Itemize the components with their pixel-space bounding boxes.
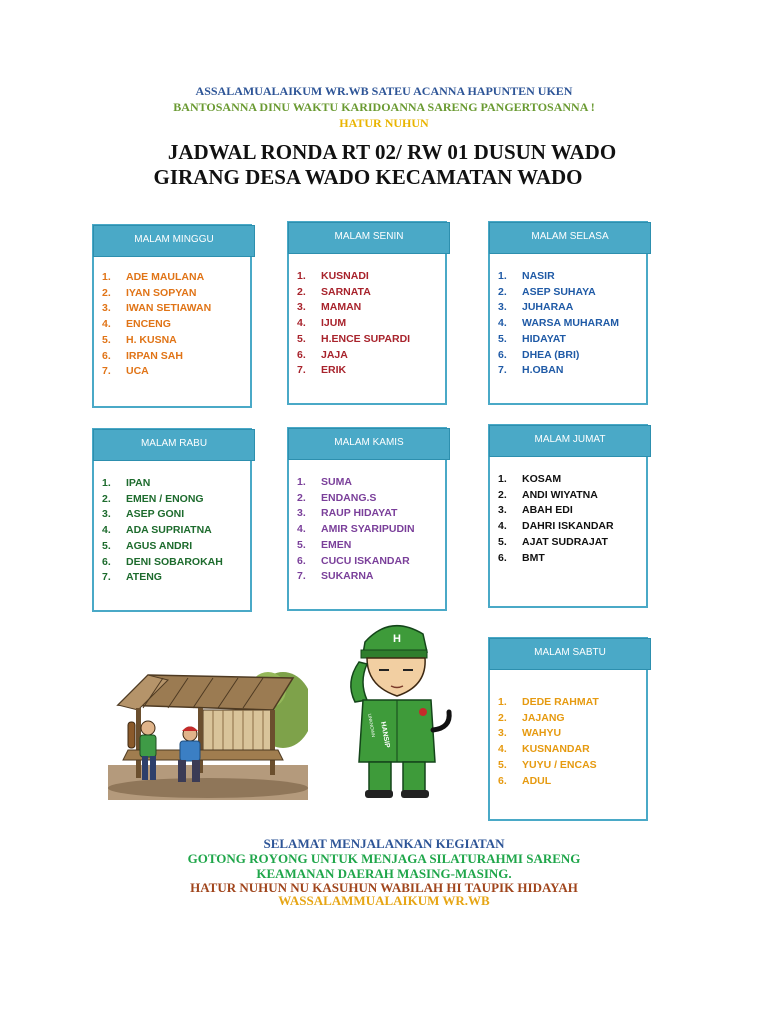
- guard-post-illustration: [108, 670, 308, 800]
- list-item: 3. ABAH EDI: [498, 504, 573, 517]
- list-item: 5. H. KUSNA: [102, 333, 177, 346]
- list-item: 7. ERIK: [297, 364, 347, 377]
- list-item: 6. CUCU ISKANDAR: [297, 554, 410, 567]
- list-item: 7. SUKARNA: [297, 570, 374, 583]
- schedule-card-minggu: [92, 224, 252, 408]
- member-list: [498, 269, 619, 379]
- card-header: MALAM SABTU: [489, 638, 651, 670]
- list-item: 4. WARSA MUHARAM: [498, 317, 620, 330]
- list-item: 1. KOSAM: [498, 473, 562, 485]
- list-item: 2. EMEN / ENONG: [102, 492, 204, 505]
- list-item: 6. DENI SOBAROKAH: [102, 555, 223, 568]
- list-item: 4. IJUM: [297, 317, 347, 330]
- footer-line-1: SELAMAT MENJALANKAN KEGIATAN: [263, 836, 505, 851]
- list-item: 6. ADUL: [498, 774, 552, 787]
- schedule-card-senin: [287, 221, 447, 405]
- footer-line-3: KEAMANAN DAERAH MASING-MASING.: [256, 866, 512, 881]
- cap-letter: H: [393, 633, 401, 645]
- list-item: 5. AJAT SUDRAJAT: [498, 535, 608, 548]
- hansip-guard-illustration: [335, 612, 460, 800]
- card-header: MALAM SELASA: [489, 222, 651, 254]
- card-header: MALAM MINGGU: [93, 225, 255, 257]
- list-item: 3. IWAN SETIAWAN: [102, 302, 212, 315]
- list-item: 1. ADE MAULANA: [102, 271, 205, 283]
- member-list: [102, 270, 211, 380]
- card-header: MALAM JUMAT: [489, 425, 651, 457]
- list-item: 4. DAHRI ISKANDAR: [498, 520, 614, 533]
- list-item: 1. SUMA: [297, 476, 352, 488]
- list-item: 7. UCA: [102, 365, 149, 378]
- list-item: 2. ENDANG.S: [297, 491, 377, 504]
- list-item: 4. ADA SUPRIATNA: [102, 524, 212, 537]
- greeting-line-3: HATUR NUHUN: [339, 116, 429, 130]
- list-item: 1. DEDE RAHMAT: [498, 696, 599, 708]
- list-item: 2. JAJANG: [498, 711, 565, 724]
- list-item: 6. IRPAN SAH: [102, 349, 183, 362]
- member-list: [498, 472, 614, 566]
- footer-line-4: HATUR NUHUN NU KASUHUN WABILAH HI TAUPIK HIDAYAH: [190, 880, 578, 895]
- list-item: 1. KUSNADI: [297, 270, 369, 282]
- list-item: 3. WAHYU: [498, 727, 562, 740]
- list-item: 3. ASEP GONI: [102, 508, 185, 521]
- schedule-card-sabtu: [488, 637, 648, 821]
- card-header: MALAM RABU: [93, 429, 255, 461]
- list-item: 3. RAUP HIDAYAT: [297, 507, 398, 520]
- list-item: 5. EMEN: [297, 538, 352, 551]
- title-line-2: GIRANG DESA WADO KECAMATAN WADO: [153, 165, 583, 189]
- list-item: 2. ASEP SUHAYA: [498, 285, 596, 298]
- list-item: 6. DHEA (BRI): [498, 348, 580, 361]
- list-item: 3. JUHARAA: [498, 301, 574, 314]
- footer-line-2: GOTONG ROYONG UNTUK MENJAGA SILATURAHMI SARENG: [187, 851, 581, 866]
- greeting-line-1: ASSALAMUALAIKUM WR.WB SATEU ACANNA HAPUNTEN UKEN: [195, 84, 573, 98]
- list-item: 5. H.ENCE SUPARDI: [297, 332, 411, 345]
- schedule-card-rabu: [92, 428, 252, 612]
- list-item: 4. ENCENG: [102, 318, 171, 331]
- list-item: 5. YUYU / ENCAS: [498, 758, 597, 771]
- sleeve-text: HANSIP: [379, 721, 391, 749]
- title-line-1: JADWAL RONDA RT 02/ RW 01 DUSUN WADO: [167, 140, 617, 164]
- list-item: 4. KUSNANDAR: [498, 743, 590, 756]
- list-item: 5. AGUS ANDRI: [102, 539, 193, 552]
- greeting-line-2: BANTOSANNA DINU WAKTU KARIDOANNA SARENG PANGERTOSANNA !: [173, 100, 595, 114]
- list-item: 7. H.OBAN: [498, 364, 564, 377]
- member-list: [297, 269, 410, 379]
- list-item: 7. ATENG: [102, 571, 162, 584]
- list-item: 1. IPAN: [102, 477, 151, 489]
- list-item: 6. JAJA: [297, 348, 348, 361]
- footer-line-5: WASSALAMMUALAIKUM WR.WB: [278, 893, 490, 908]
- member-list: [102, 476, 223, 586]
- schedule-card-selasa: [488, 221, 648, 405]
- list-item: 4. AMIR SYARIPUDIN: [297, 523, 415, 536]
- card-header: MALAM SENIN: [288, 222, 450, 254]
- card-header: MALAM KAMIS: [288, 428, 450, 460]
- member-list: [297, 475, 415, 585]
- schedule-card-kamis: [287, 427, 447, 611]
- list-item: 2. ANDI WIYATNA: [498, 488, 598, 501]
- list-item: 2. IYAN SOPYAN: [102, 286, 197, 299]
- list-item: 1. NASIR: [498, 270, 555, 282]
- list-item: 3. MAMAN: [297, 301, 362, 314]
- list-item: 2. SARNATA: [297, 285, 371, 298]
- schedule-card-jumat: [488, 424, 648, 608]
- sleeve-small-text: UNKNOWN: [367, 713, 377, 738]
- member-list: [498, 695, 599, 789]
- list-item: 5. HIDAYAT: [498, 332, 566, 345]
- list-item: 6. BMT: [498, 551, 545, 564]
